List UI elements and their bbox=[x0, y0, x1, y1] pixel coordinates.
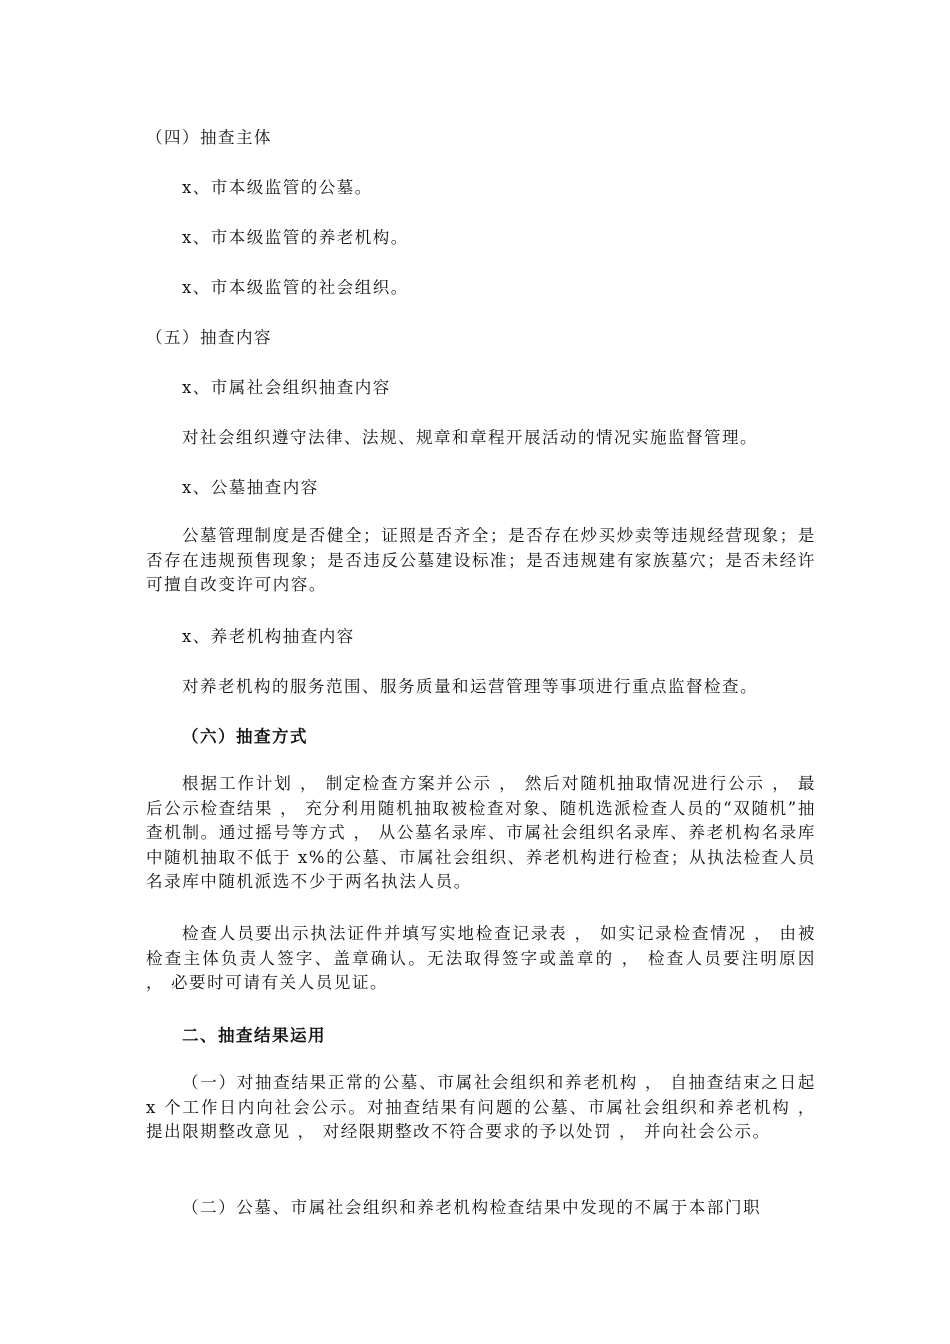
paragraph-result-1: （一）对抽查结果正常的公墓、市属社会组织和养老机构 ， 自抽查结束之日起 x 个工作日内向社会公示。对抽查结果有问题的公墓、市属社会组织和养老机构 ， 提出限期整改意见 ， 对经限期整改不符合要求的予以处罚 ， 并向社会公示。 bbox=[146, 1073, 816, 1141]
list-item-cemetery-content: x、公墓抽查内容 bbox=[182, 478, 319, 497]
list-item-social-org: x、市本级监管的社会组织。 bbox=[182, 278, 409, 297]
paragraph-result-2: （二）公墓、市属社会组织和养老机构检查结果中发现的不属于本部门职 bbox=[182, 1198, 762, 1217]
paragraph-method-2: 检查人员要出示执法证件并填写实地检查记录表 ， 如实记录检查情况 ， 由被检查主体负责人签字、盖章确认。无法取得签字或盖章的 ， 检查人员要注明原因 ， 必要时可请有关人员见证。 bbox=[146, 924, 816, 992]
list-item-elderly-care-content: x、养老机构抽查内容 bbox=[182, 627, 355, 646]
heading-sampling-content: （五）抽查内容 bbox=[146, 328, 272, 347]
list-item-cemetery: x、市本级监管的公墓。 bbox=[182, 178, 373, 197]
heading-section-results: 二、抽查结果运用 bbox=[182, 1026, 326, 1045]
paragraph-social-org-desc: 对社会组织遵守法律、法规、规章和章程开展活动的情况实施监督管理。 bbox=[182, 428, 758, 447]
heading-sampling-method: （六）抽查方式 bbox=[182, 727, 308, 746]
list-item-social-org-content: x、市属社会组织抽查内容 bbox=[182, 378, 391, 397]
list-item-elderly-care: x、市本级监管的养老机构。 bbox=[182, 228, 409, 247]
paragraph-method-1: 根据工作计划 ， 制定检查方案并公示 ， 然后对随机抽取情况进行公示 ， 最后公示检查结果 ， 充分利用随机抽取被检查对象、随机选派检查人员的“双随机”抽查机制。通过摇号等方式 ， 从公墓名录库、市属社会组织名录库、养老机构名录库中随机抽取不低于 x%的公墓、市属社会组织、养老机构进行检查；从执法检查人员名录库中随机派选不少于两名执法人员。 bbox=[146, 774, 816, 891]
paragraph-elderly-care-desc: 对养老机构的服务范围、服务质量和运营管理等事项进行重点监督检查。 bbox=[182, 677, 758, 696]
heading-sampling-subject: （四）抽查主体 bbox=[146, 128, 272, 147]
paragraph-cemetery-content: 公墓管理制度是否健全；证照是否齐全；是否存在炒买炒卖等违规经营现象；是否存在违规预售现象；是否违反公墓建设标准；是否违规建有家族墓穴；是否未经许可擅自改变许可内容。 bbox=[146, 526, 816, 594]
